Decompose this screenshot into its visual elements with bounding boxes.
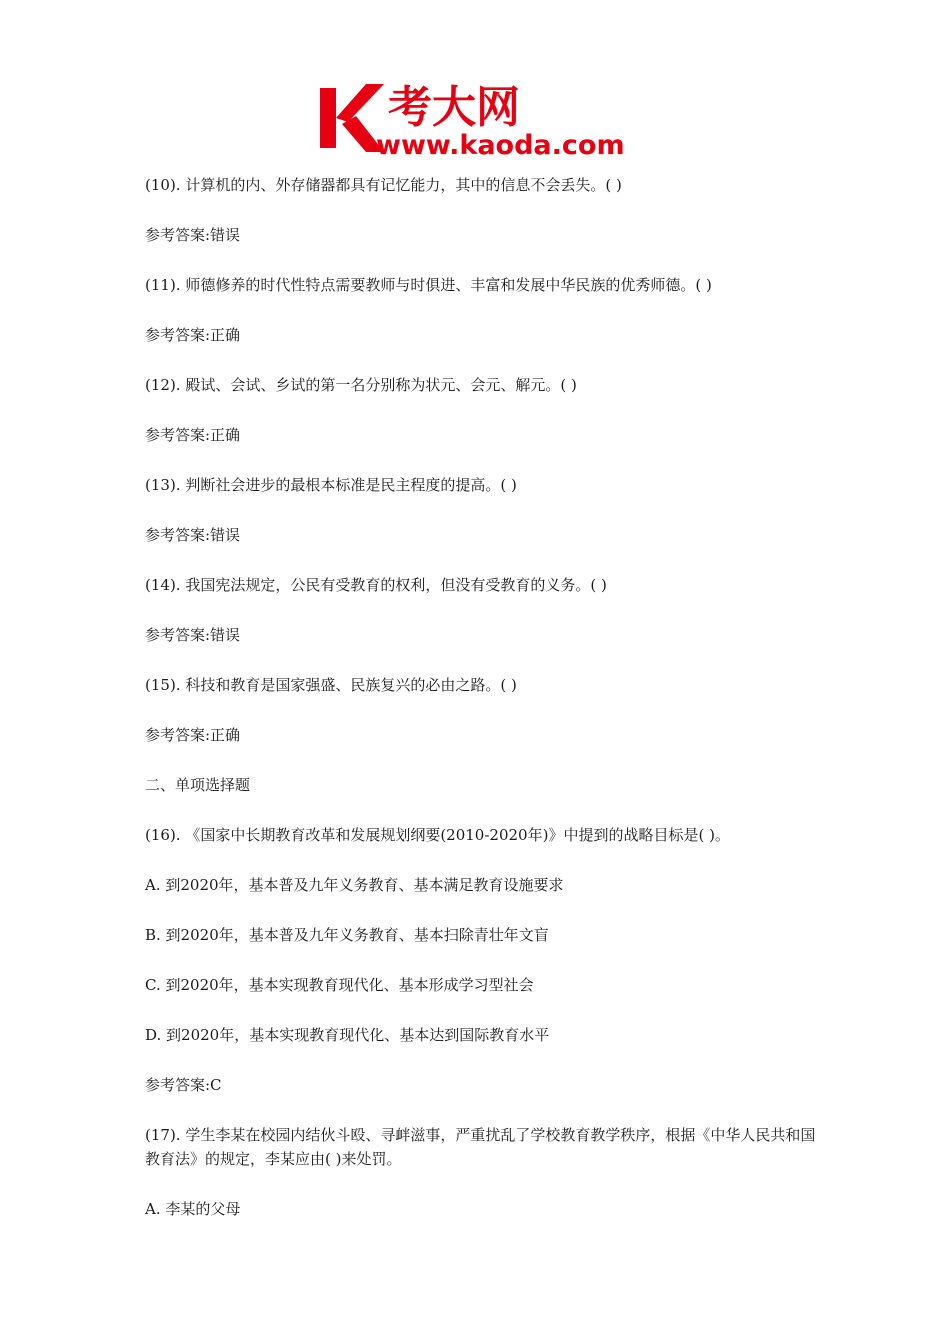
answer-11: 参考答案:正确 <box>145 326 241 344</box>
question-17: (17). 学生李某在校园内结伙斗殴、寻衅滋事，严重扰乱了学校教育教学秩序，根据《中华人民共和国教育法》的规定，李某应由( )来处罚。 <box>145 1126 816 1168</box>
answer-13: 参考答案:错误 <box>145 526 241 544</box>
kaoda-logo-graphic <box>318 78 640 160</box>
option-16-b: B. 到2020年，基本普及九年义务教育、基本扫除青壮年文盲 <box>145 926 549 944</box>
answer-14: 参考答案:错误 <box>145 626 241 644</box>
option-16-d: D. 到2020年，基本实现教育现代化、基本达到国际教育水平 <box>145 1026 550 1044</box>
option-16-c: C. 到2020年，基本实现教育现代化、基本形成学习型社会 <box>145 976 534 994</box>
question-13: (13). 判断社会进步的最根本标准是民主程度的提高。( ) <box>145 476 517 494</box>
answer-10: 参考答案:错误 <box>145 226 241 244</box>
k-mark-icon <box>320 84 384 152</box>
question-14: (14). 我国宪法规定，公民有受教育的权利，但没有受教育的义务。( ) <box>145 576 607 594</box>
logo-url-text: www.kaoda.com <box>376 130 625 160</box>
question-15: (15). 科技和教育是国家强盛、民族复兴的必由之路。( ) <box>145 676 517 694</box>
answer-16: 参考答案:C <box>145 1076 222 1094</box>
logo-brand-text: 考大网 <box>388 82 520 133</box>
answer-15: 参考答案:正确 <box>145 726 241 744</box>
question-12: (12). 殿试、会试、乡试的第一名分别称为状元、会元、解元。( ) <box>145 376 577 394</box>
kaoda-logo <box>318 78 640 160</box>
section-heading: 二、单项选择题 <box>145 776 251 794</box>
option-17-a: A. 李某的父母 <box>145 1200 241 1218</box>
question-10: (10). 计算机的内、外存储器都具有记忆能力，其中的信息不会丢失。( ) <box>145 176 622 194</box>
document-body <box>145 173 825 1221</box>
question-11: (11). 师德修养的时代性特点需要教师与时俱进、丰富和发展中华民族的优秀师德。( ) <box>145 276 712 294</box>
option-16-a: A. 到2020年，基本普及九年义务教育、基本满足教育设施要求 <box>145 876 564 894</box>
answer-12: 参考答案:正确 <box>145 426 241 444</box>
question-16: (16). 《国家中长期教育改革和发展规划纲要(2010-2020年)》中提到的战略目标是( )。 <box>145 826 730 844</box>
